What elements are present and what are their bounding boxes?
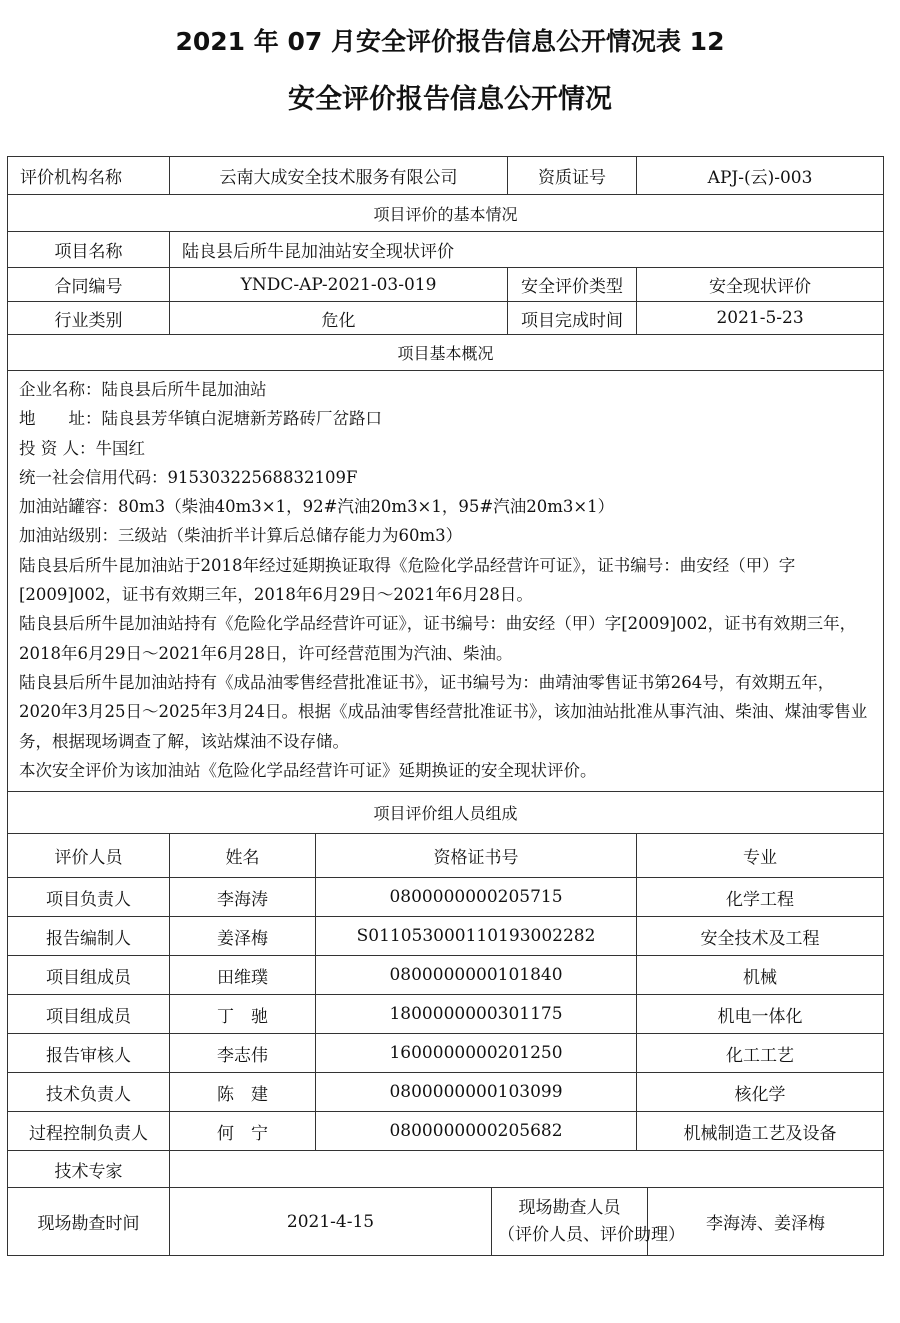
- contract-value: YNDC-AP-2021-03-019: [170, 268, 508, 302]
- survey-row: [8, 1188, 884, 1256]
- team-cert: 0800000000101840: [316, 956, 637, 995]
- overview-line: 统一社会信用代码：91530322568832109F: [19, 467, 358, 487]
- project-name-label: 项目名称: [8, 232, 170, 268]
- team-major: 核化学: [637, 1073, 884, 1112]
- overview-row: [8, 371, 884, 792]
- team-major: 安全技术及工程: [637, 917, 884, 956]
- team-row: [8, 1112, 884, 1151]
- overview-line: 陆良县后所牛昆加油站持有《危险化学品经营许可证》，证书编号：曲安经（甲）字[2009]002，证书有效期三年，2018年6月29日～2021年6月28日，许可经营范围为汽油、柴油。: [19, 614, 857, 663]
- team-cert: S011053000110193002282: [316, 917, 637, 956]
- team-role: 项目组成员: [8, 956, 170, 995]
- overview-line: 投 资 人：牛国红: [19, 438, 145, 458]
- team-cert: 0800000000205715: [316, 878, 637, 917]
- team-role: 过程控制负责人: [8, 1112, 170, 1151]
- overview-heading: 项目基本概况: [8, 335, 884, 371]
- team-row: [8, 995, 884, 1034]
- contract-label: 合同编号: [8, 268, 170, 302]
- team-cert: 0800000000103099: [316, 1073, 637, 1112]
- team-row: [8, 917, 884, 956]
- cert-label: 资质证号: [508, 157, 637, 195]
- overview-line: 陆良县后所牛昆加油站于2018年经过延期换证取得《危险化学品经营许可证》，证书编号：曲安经（甲）字[2009]002，证书有效期三年，2018年6月29日～2021年6月28日。: [19, 555, 796, 605]
- complete-time-value: 2021-5-23: [637, 302, 884, 335]
- expert-row: [8, 1151, 884, 1188]
- project-name-value: 陆良县后所牛昆加油站安全现状评价: [170, 232, 884, 268]
- overview-heading-row: [8, 335, 884, 371]
- document-title: 2021 年 07 月安全评价报告信息公开情况表 12: [175, 27, 725, 56]
- document-subtitle: 安全评价报告信息公开情况: [288, 84, 612, 115]
- team-major: 机电一体化: [637, 995, 884, 1034]
- expert-label: 技术专家: [8, 1151, 170, 1188]
- survey-time-label: 现场勘查时间: [8, 1188, 170, 1256]
- team-name: 李海涛: [170, 878, 316, 917]
- eval-type-label: 安全评价类型: [508, 268, 637, 302]
- col-major: 专业: [637, 834, 884, 878]
- overview-line: 加油站罐容：80m3（柴油40m3×1，92#汽油20m3×1，95#汽油20m3×1）: [19, 497, 615, 517]
- team-name: 何 宁: [170, 1112, 316, 1151]
- col-name: 姓名: [170, 834, 316, 878]
- survey-people-label-line1: 现场勘查人员: [518, 1197, 621, 1218]
- col-cert: 资格证书号: [316, 834, 637, 878]
- team-name: 李志伟: [170, 1034, 316, 1073]
- overview-line: 陆良县后所牛昆加油站持有《成品油零售经营批准证书》，证书编号为：曲靖油零售证书第264号，有效期五年，2020年3月25日～2025年3月24日。根据《成品油零售经营批准证书》，该加油站批准从事汽油、柴油、煤油零售业务，根据现场调查了解，该站煤油不设存储。: [19, 672, 868, 751]
- complete-time-label: 项目完成时间: [508, 302, 637, 335]
- team-name: 姜泽梅: [170, 917, 316, 956]
- team-heading-row: [8, 792, 884, 834]
- survey-people-value: 李海涛、姜泽梅: [648, 1188, 884, 1256]
- team-heading: 项目评价组人员组成: [8, 792, 884, 834]
- project-name-row: [8, 232, 884, 268]
- disclosure-table: [7, 156, 884, 1256]
- survey-people-label: [492, 1188, 685, 1256]
- team-major: 化工工艺: [637, 1034, 884, 1073]
- expert-value: [170, 1151, 884, 1188]
- industry-value: 危化: [170, 302, 508, 335]
- team-cert: 1600000000201250: [316, 1034, 637, 1073]
- overview-line: 地 址：陆良县芳华镇白泥塘新芳路砖厂岔路口: [19, 409, 382, 429]
- team-header-row: [8, 834, 884, 878]
- industry-label: 行业类别: [8, 302, 170, 335]
- overview-line: 加油站级别：三级站（柴油折半计算后总储存能力为60m3）: [19, 526, 463, 546]
- team-major: 机械: [637, 956, 884, 995]
- team-row: [8, 1073, 884, 1112]
- agency-label: 评价机构名称: [8, 157, 170, 195]
- team-row: [8, 1034, 884, 1073]
- team-major: 化学工程: [637, 878, 884, 917]
- contract-row: [8, 268, 884, 302]
- team-major: 机械制造工艺及设备: [637, 1112, 884, 1151]
- team-role: 项目负责人: [8, 878, 170, 917]
- team-name: 丁 驰: [170, 995, 316, 1034]
- team-row: [8, 878, 884, 917]
- team-role: 报告审核人: [8, 1034, 170, 1073]
- survey-people-label-line2: （评价人员、评价助理）: [498, 1224, 685, 1245]
- agency-value: 云南大成安全技术服务有限公司: [170, 157, 508, 195]
- team-role: 报告编制人: [8, 917, 170, 956]
- team-row: [8, 956, 884, 995]
- team-cert: 1800000000301175: [316, 995, 637, 1034]
- col-role: 评价人员: [8, 834, 170, 878]
- basic-section-heading: 项目评价的基本情况: [8, 195, 884, 232]
- eval-type-value: 安全现状评价: [637, 268, 884, 302]
- cert-value: APJ-(云)-003: [637, 157, 884, 195]
- team-name: 田维璞: [170, 956, 316, 995]
- overview-body: [8, 371, 884, 792]
- basic-section-row: [8, 195, 884, 232]
- team-role: 项目组成员: [8, 995, 170, 1034]
- industry-row: [8, 302, 884, 335]
- overview-line: 本次安全评价为该加油站《危险化学品经营许可证》延期换证的安全现状评价。: [19, 760, 597, 780]
- survey-time-value: 2021-4-15: [170, 1188, 492, 1256]
- agency-row: [8, 157, 884, 195]
- team-cert: 0800000000205682: [316, 1112, 637, 1151]
- team-name: 陈 建: [170, 1073, 316, 1112]
- team-role: 技术负责人: [8, 1073, 170, 1112]
- overview-line: 企业名称：陆良县后所牛昆加油站: [19, 380, 267, 399]
